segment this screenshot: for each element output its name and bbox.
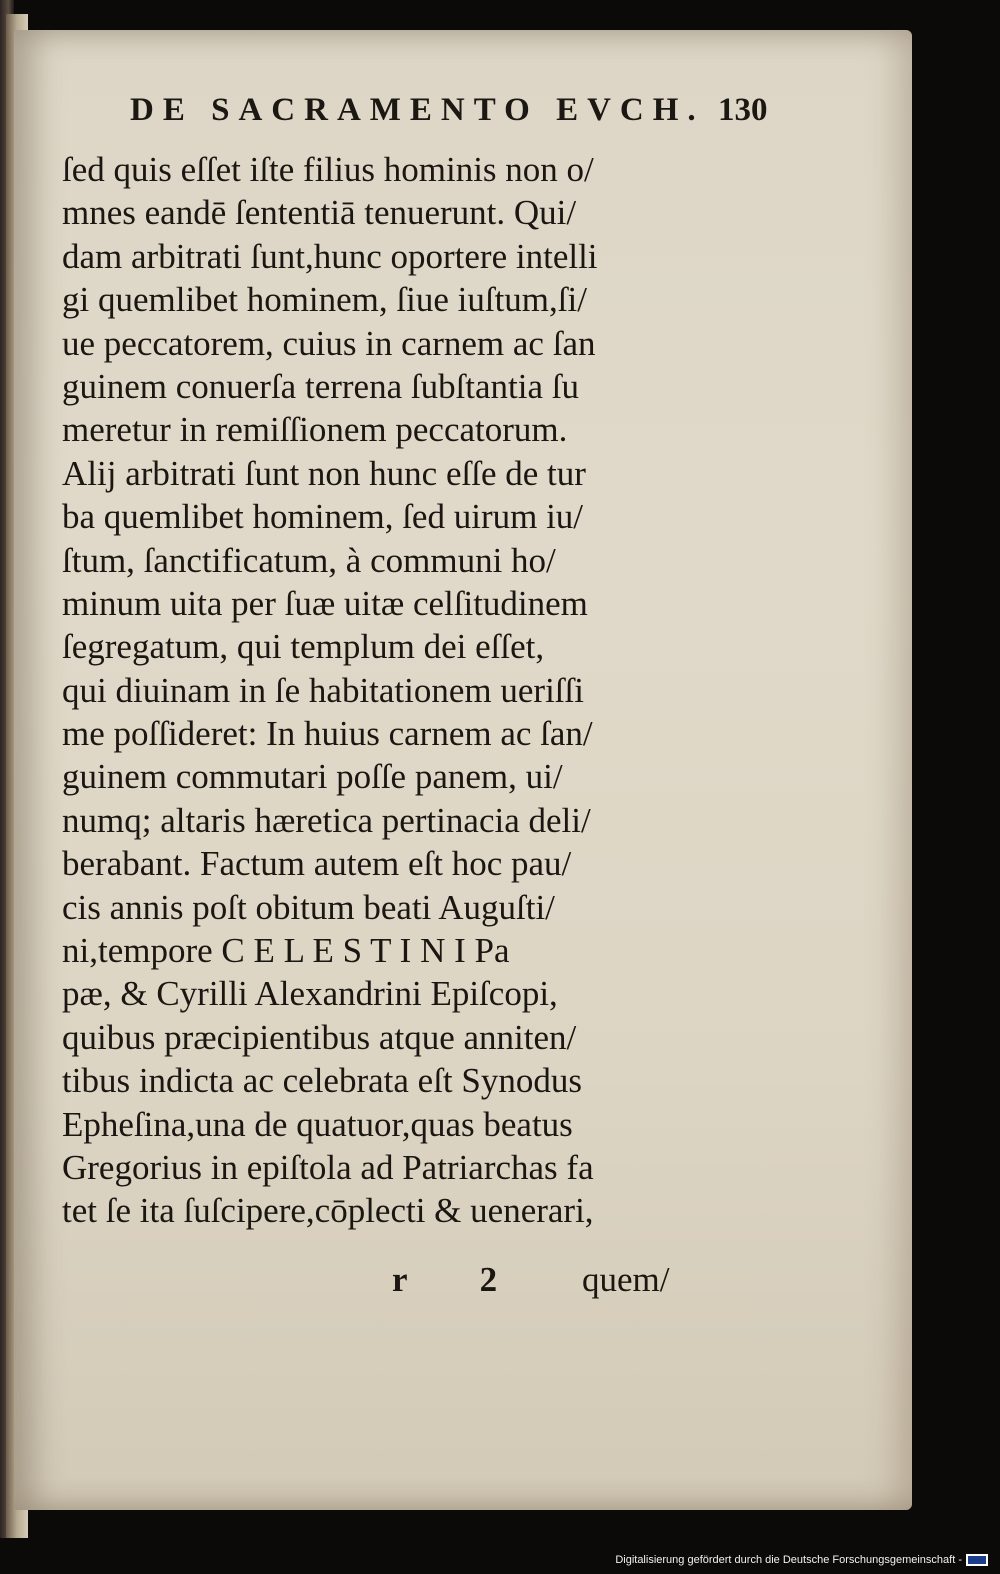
signature-mark: r 2 — [392, 1260, 530, 1299]
text-line: ſegregatum, qui templum dei eſſet, — [62, 627, 545, 667]
running-head — [130, 92, 770, 136]
text-line: guinem conuerſa terrena ſubſtantia ſu — [62, 366, 580, 406]
text-line: Gregorius in epiſtola ad Patriarchas fa — [62, 1147, 594, 1187]
text-line: pæ, & Cyrilli Alexandrini Epiſcopi, — [62, 974, 558, 1014]
text-line: Alij arbitrati ſunt non hunc eſſe de tur — [62, 453, 586, 493]
text-line: minum uita per ſuæ uitæ celſitudinem — [62, 583, 588, 623]
text-line: numq; altaris hæretica pertinacia deli/ — [62, 800, 591, 840]
text-line: mnes eandē ſententiā tenuerunt. Qui/ — [62, 193, 577, 233]
text-line: dam arbitrati ſunt,hunc oportere intelli — [62, 236, 598, 276]
text-line: tibus indicta ac celebrata eſt Synodus — [62, 1061, 582, 1101]
dfg-logo-icon — [966, 1554, 988, 1566]
text-line: quibus præcipientibus atque anniten/ — [62, 1017, 577, 1057]
text-line: guinem commutari poſſe panem, ui/ — [62, 757, 563, 797]
digitization-credit — [615, 1552, 988, 1568]
folio-number: 130 — [718, 92, 768, 128]
text-line: gi quemlibet hominem, ſiue iuſtum,ſi/ — [62, 280, 587, 320]
running-head-title: DE SACRAMENTO EVCH. — [130, 92, 705, 128]
text-line: ſed quis eſſet iſte filius hominis non o/ — [62, 150, 594, 189]
credit-text: Digitalisierung gefördert durch die Deutsche Forschungsgemeinschaft - — [615, 1554, 962, 1566]
page-footer — [62, 1260, 722, 1304]
text-line: ſtum, ſanctificatum, à communi ho/ — [62, 540, 556, 580]
text-line: berabant. Factum autem eſt hoc pau/ — [62, 844, 572, 884]
body-text — [62, 148, 722, 1233]
catchword: quem/ — [582, 1260, 670, 1299]
text-line: ni,tempore C E L E S T I N I Pa — [62, 931, 510, 971]
text-line: Epheſina,una de quatuor,quas beatus — [62, 1104, 573, 1144]
text-line: qui diuinam in ſe habitationem ueriſſi — [62, 670, 584, 710]
text-line: ue peccatorem, cuius in carnem ac ſan — [62, 323, 596, 363]
text-line: me poſſideret: In huius carnem ac ſan/ — [62, 714, 593, 754]
text-line: cis annis poſt obitum beati Auguſti/ — [62, 887, 555, 927]
text-line: tet ſe ita ſuſcipere,cōplecti & uenerari, — [62, 1191, 594, 1231]
text-line: meretur in remiſſionem peccatorum. — [62, 410, 568, 450]
text-line: ba quemlibet hominem, ſed uirum iu/ — [62, 497, 584, 537]
